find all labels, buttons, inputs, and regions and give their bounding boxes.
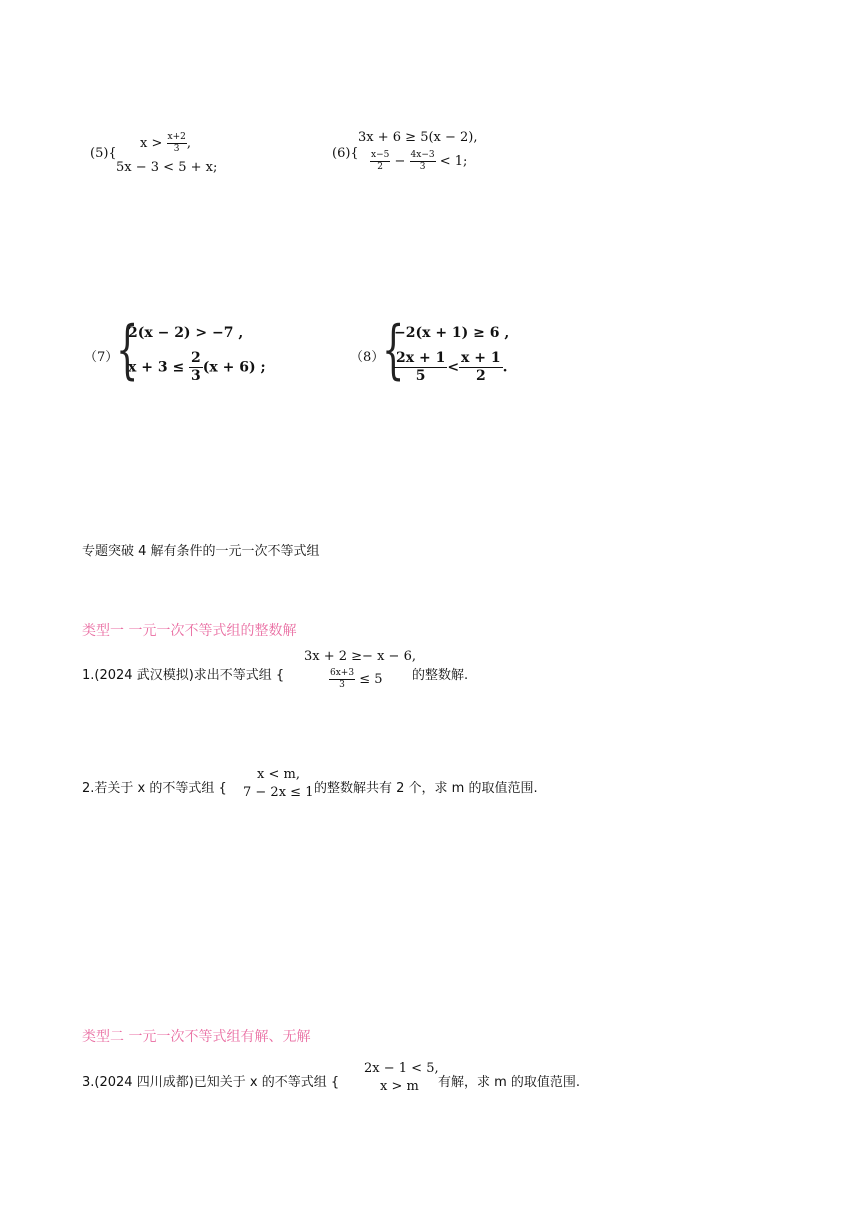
problem-7-line-2-tail: (x + 6) ; <box>202 359 266 376</box>
question-3-line-1: 2x − 1 < 5, <box>364 1061 439 1076</box>
problem-5 <box>90 130 250 180</box>
question-2-line-1: x < m, <box>257 767 300 782</box>
fraction-numerator: x−5 <box>371 150 390 160</box>
problem-5-fraction <box>167 132 187 155</box>
question-1 <box>82 648 602 698</box>
question-1-line-2-tail: ≤ 5 <box>359 672 383 687</box>
problem-5-line-1-lhs: x > <box>140 136 163 151</box>
question-1-prefix: 1.(2024 武汉模拟)求出不等式组 { <box>82 668 285 683</box>
problem-7-line-2-lhs: x + 3 ≤ <box>128 359 185 376</box>
question-1-suffix: 的整数解. <box>412 668 469 683</box>
problem-8 <box>350 313 510 390</box>
question-3-prefix: 3.(2024 四川成都)已知关于 x 的不等式组 { <box>82 1075 340 1090</box>
question-2-line-2: 7 − 2x ≤ 1 <box>243 785 314 800</box>
fraction-denominator: 2 <box>377 162 384 172</box>
problem-5-line-1-tail: , <box>186 136 191 151</box>
fraction-denominator: 3 <box>339 680 345 690</box>
problem-6-fraction-2 <box>410 150 436 173</box>
fraction-denominator: 3 <box>419 162 426 172</box>
section-title: 专题突破 4 解有条件的一元一次不等式组 <box>82 544 320 559</box>
fraction-denominator: 3 <box>191 368 201 384</box>
problem-7 <box>84 313 266 390</box>
fraction-numerator: 4x−3 <box>410 150 435 160</box>
problem-7-label: （7） <box>84 350 119 365</box>
problem-8-fraction-2 <box>459 350 503 385</box>
problem-6-tail: < 1; <box>439 154 468 169</box>
problem-8-label: （8） <box>350 350 385 365</box>
question-2-prefix: 2.若关于 x 的不等式组 { <box>82 781 227 796</box>
problem-6-label: (6){ <box>332 146 359 161</box>
question-3 <box>82 1060 642 1100</box>
fraction-numerator: x + 1 <box>461 350 501 366</box>
question-2-suffix: 的整数解共有 2 个，求 m 的取值范围. <box>314 781 538 796</box>
problem-6-minus: − <box>394 154 406 169</box>
question-1-line-1: 3x + 2 ≥− x − 6, <box>304 649 416 664</box>
problem-5-line-2: 5x − 3 < 5 + x; <box>116 160 218 175</box>
fraction-denominator: 2 <box>475 368 486 384</box>
problem-6-fraction-1 <box>370 150 390 173</box>
question-3-line-2: x > m <box>380 1079 419 1094</box>
problem-8-line-2 <box>394 350 508 385</box>
problem-8-fraction-1 <box>394 350 447 385</box>
type-1-heading: 类型一 一元一次不等式组的整数解 <box>82 623 297 639</box>
problem-5-line-1 <box>140 132 191 155</box>
problem-8-brace: { <box>382 313 405 387</box>
fraction-denominator: 3 <box>173 144 180 154</box>
problem-7-line-1: 2(x − 2) > −7 , <box>128 325 244 341</box>
fraction-numerator: 2 <box>191 350 201 366</box>
type-2-heading: 类型二 一元一次不等式组有解、无解 <box>82 1029 311 1045</box>
problem-7-brace: { <box>116 313 139 387</box>
fraction-numerator: 6x+3 <box>330 668 355 678</box>
problem-6 <box>332 128 512 182</box>
question-1-line-2 <box>329 668 383 691</box>
problem-6-line-1: 3x + 6 ≥ 5(x − 2), <box>358 130 478 145</box>
question-3-suffix: 有解，求 m 的取值范围. <box>438 1075 581 1090</box>
question-1-fraction <box>329 668 355 691</box>
problem-8-lt: < <box>447 359 460 376</box>
problem-5-label: (5){ <box>90 146 117 161</box>
problem-7-fraction <box>189 350 203 385</box>
question-2 <box>82 766 602 806</box>
problem-7-line-2 <box>128 350 266 385</box>
fraction-numerator: 2x + 1 <box>396 350 446 366</box>
problem-8-line-1: −2(x + 1) ≥ 6 , <box>394 325 510 341</box>
problem-6-line-2 <box>370 150 467 173</box>
fraction-numerator: x+2 <box>167 132 186 142</box>
problem-8-tail: . <box>502 359 508 376</box>
fraction-denominator: 5 <box>415 368 426 384</box>
